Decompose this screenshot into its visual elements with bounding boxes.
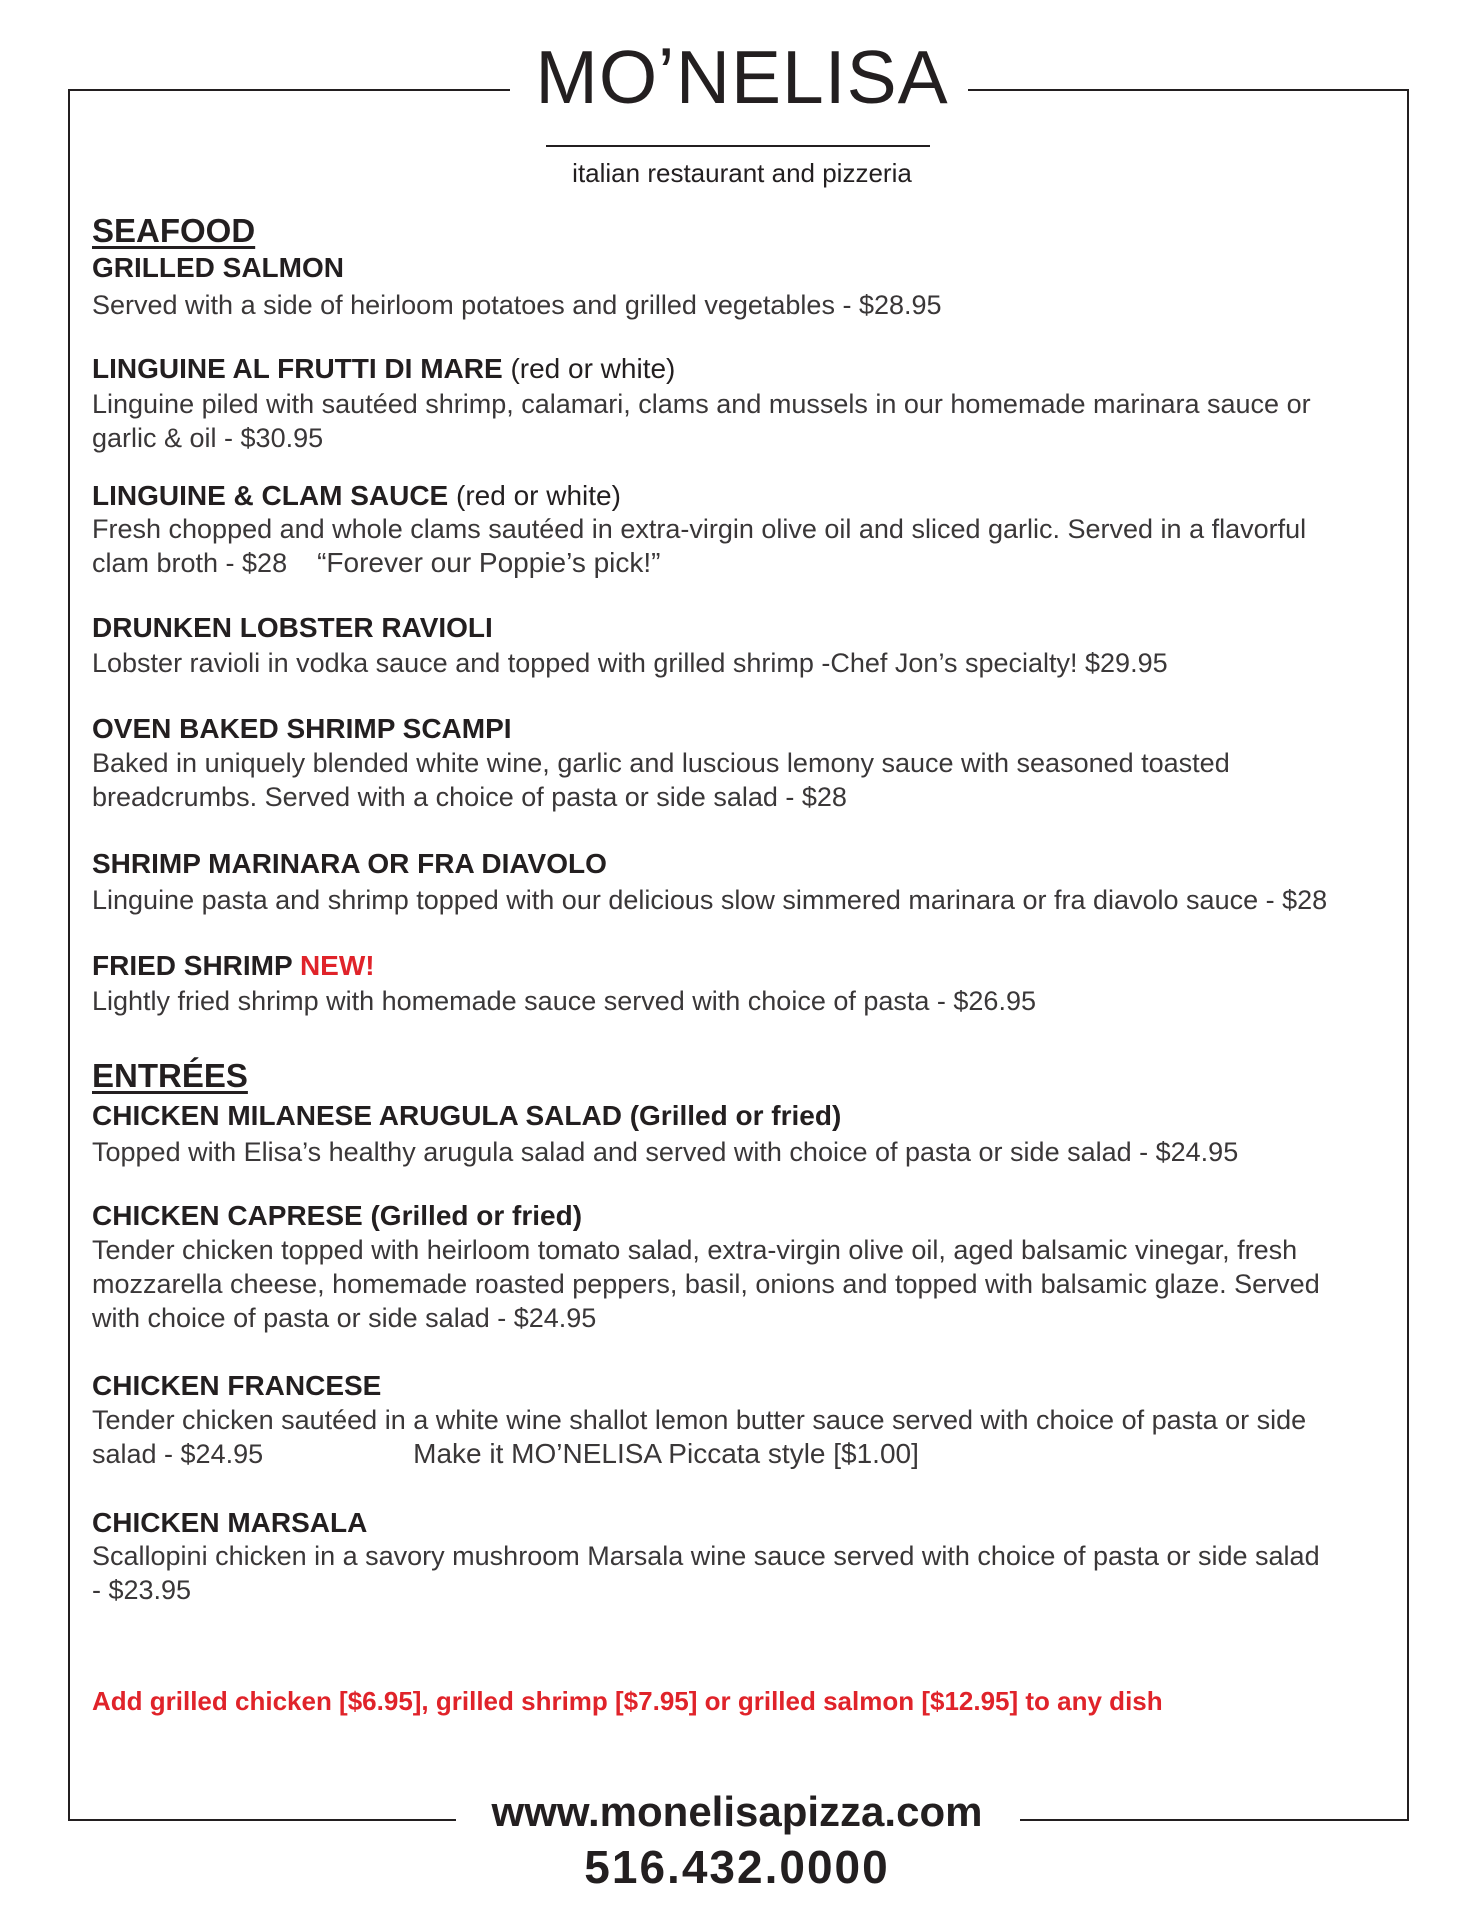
item-desc-shrimp-marinara: Linguine pasta and shrimp topped with our delicious slow simmered marinara or fra diavolo sauce - $28 <box>92 885 1328 915</box>
item-desc-oven-baked-shrimp-scampi <box>92 746 1382 814</box>
item-desc-chicken-milanese: Topped with Elisa’s healthy arugula salad and served with choice of pasta or side salad - $24.95 <box>92 1137 1239 1167</box>
desc-line: with choice of pasta or side salad - $24.95 <box>92 1303 597 1333</box>
desc-line: - $23.95 <box>92 1575 192 1605</box>
item-name-grilled-salmon: GRILLED SALMON <box>92 252 344 283</box>
desc-text: clam broth - $28 <box>92 548 288 578</box>
website-link[interactable]: www.monelisapizza.com <box>491 1788 983 1835</box>
desc-line: Tender chicken topped with heirloom tomato salad, extra-virgin olive oil, aged balsamic vinegar, fresh <box>92 1235 1298 1265</box>
poppie-quote: “Forever our Poppie’s pick!” <box>317 547 661 578</box>
desc-line: breadcrumbs. Served with a choice of pasta or side salad - $28 <box>92 782 847 812</box>
item-name-linguine-clam-sauce <box>92 480 621 512</box>
item-name-text: LINGUINE & CLAM SAUCE <box>92 480 449 511</box>
item-name-text: FRIED SHRIMP <box>92 950 293 981</box>
item-name-shrimp-marinara: SHRIMP MARINARA OR FRA DIAVOLO <box>92 848 607 879</box>
frame-left <box>68 89 70 1821</box>
phone-number[interactable]: 516.432.0000 <box>584 1841 890 1893</box>
item-name-text: LINGUINE AL FRUTTI DI MARE <box>92 353 503 384</box>
item-desc-fried-shrimp: Lightly fried shrimp with homemade sauce served with choice of pasta - $26.95 <box>92 986 1036 1016</box>
desc-line <box>92 1437 1382 1471</box>
desc-line: mozzarella cheese, homemade roasted peppers, basil, onions and topped with balsamic glaze. Served <box>92 1269 1320 1299</box>
item-desc-linguine-clam-sauce <box>92 512 1382 580</box>
frame-top-left <box>68 89 510 91</box>
item-name-chicken-marsala: CHICKEN MARSALA <box>92 1507 368 1538</box>
desc-line: Fresh chopped and whole clams sautéed in extra-virgin olive oil and sliced garlic. Served in a flavorful <box>92 514 1307 544</box>
item-desc-chicken-francese <box>92 1403 1382 1471</box>
desc-text: salad - $24.95 <box>92 1439 264 1469</box>
item-desc-chicken-caprese <box>92 1233 1382 1335</box>
frame-bottom-right <box>1020 1819 1409 1821</box>
section-title-seafood: SEAFOOD <box>92 212 256 249</box>
item-name-linguine-frutti-di-mare <box>92 353 675 385</box>
item-name-oven-baked-shrimp-scampi: OVEN BAKED SHRIMP SCAMPI <box>92 713 512 744</box>
item-name-chicken-francese: CHICKEN FRANCESE <box>92 1370 382 1401</box>
item-desc-grilled-salmon: Served with a side of heirloom potatoes and grilled vegetables - $28.95 <box>92 290 942 320</box>
frame-top-right <box>968 89 1409 91</box>
item-desc-chicken-marsala <box>92 1539 1382 1607</box>
desc-line: Tender chicken sautéed in a white wine shallot lemon butter sauce served with choice of pasta or side <box>92 1405 1307 1435</box>
frame-bottom-left <box>68 1819 456 1821</box>
desc-line: garlic & oil - $30.95 <box>92 423 324 453</box>
frame-right <box>1407 89 1409 1821</box>
desc-line: Baked in uniquely blended white wine, garlic and luscious lemony sauce with seasoned toasted <box>92 748 1230 778</box>
item-desc-linguine-frutti-di-mare <box>92 387 1382 455</box>
new-badge: NEW! <box>299 950 375 981</box>
desc-line: Scallopini chicken in a savory mushroom Marsala wine sauce served with choice of pasta or side salad <box>92 1541 1320 1571</box>
item-name-fried-shrimp <box>92 950 375 982</box>
item-name-drunken-lobster-ravioli: DRUNKEN LOBSTER RAVIOLI <box>92 612 493 643</box>
desc-line <box>92 546 1382 580</box>
desc-line: Linguine piled with sautéed shrimp, calamari, clams and mussels in our homemade marinara sauce or <box>92 389 1311 419</box>
item-desc-drunken-lobster-ravioli: Lobster ravioli in vodka sauce and topped with grilled shrimp -Chef Jon’s specialty! $29.95 <box>92 648 1168 678</box>
item-name-chicken-caprese: CHICKEN CAPRESE (Grilled or fried) <box>92 1200 583 1231</box>
section-title-entrees: ENTRÉES <box>92 1057 248 1094</box>
item-note: (red or white) <box>456 480 621 511</box>
piccata-option: Make it MO’NELISA Piccata style [$1.00] <box>413 1438 919 1469</box>
add-protein-note: Add grilled chicken [$6.95], grilled shrimp [$7.95] or grilled salmon [$12.95] to any dish <box>92 1686 1163 1716</box>
item-note: (red or white) <box>510 353 676 384</box>
restaurant-tagline: italian restaurant and pizzeria <box>572 158 912 188</box>
restaurant-logo: MOʼNELISA <box>535 35 949 119</box>
logo-divider <box>546 145 930 147</box>
item-name-chicken-milanese: CHICKEN MILANESE ARUGULA SALAD (Grilled or fried) <box>92 1100 842 1131</box>
